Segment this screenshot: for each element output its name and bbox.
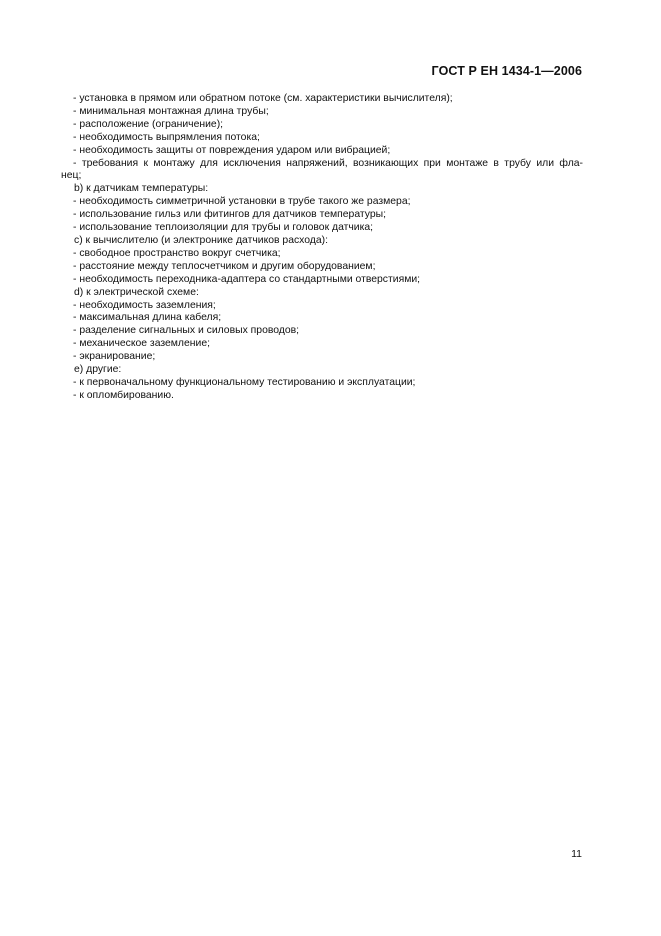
subsection-heading: d) к электрической схеме: [74, 286, 199, 298]
list-item: - необходимость выпрямления потока; [73, 131, 260, 143]
list-item-continuation: нец; [61, 170, 82, 182]
list-item: - необходимость защиты от повреждения ударом или вибрацией; [73, 144, 391, 156]
list-item: - разделение сигнальных и силовых проводов; [73, 325, 300, 337]
list-item: - расположение (ограничение); [73, 118, 224, 130]
list-item: - к первоначальному функциональному тестированию и эксплуатации; [73, 376, 416, 388]
list-item: - использование теплоизоляции для трубы и головок датчика; [73, 222, 374, 234]
list-item: - максимальная длина кабеля; [73, 312, 222, 324]
subsection-heading: c) к вычислителю (и электронике датчиков расхода): [74, 234, 328, 246]
list-item: - требования к монтажу для исключения напряжений, возникающих при монтаже в трубу или фла- [73, 157, 583, 169]
list-item: - установка в прямом или обратном потоке (см. характеристики вычислителя); [73, 93, 453, 104]
list-item: - свободное пространство вокруг счетчика; [73, 247, 281, 259]
list-item: - экранирование; [73, 351, 156, 363]
list-item: - использование гильз или фитингов для датчиков температуры; [73, 209, 386, 221]
subsection-heading: e) другие: [74, 364, 122, 376]
list-item: - механическое заземление; [73, 338, 210, 350]
subsection-heading: b) к датчикам температуры: [74, 183, 209, 195]
document-code-header: ГОСТ Р ЕН 1434-1—2006 [431, 64, 582, 78]
list-item: - минимальная монтажная длина трубы; [73, 105, 269, 117]
list-item: - расстояние между теплосчетчиком и другим оборудованием; [73, 260, 376, 272]
list-item: - необходимость заземления; [73, 299, 216, 311]
list-item: - к опломбированию. [73, 389, 174, 401]
page-number: 11 [571, 848, 582, 860]
list-item: - необходимость симметричной установки в трубе такого же размера; [73, 196, 411, 208]
document-body [61, 93, 583, 403]
list-item: - необходимость переходника-адаптера со стандартными отверстиями; [73, 273, 421, 285]
